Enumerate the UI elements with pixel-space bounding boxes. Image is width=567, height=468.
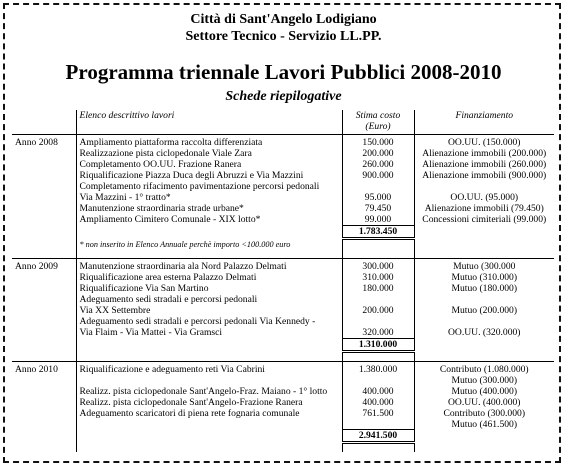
funding-header: Finanziamento: [414, 110, 554, 135]
year-header: [12, 110, 76, 135]
work-description: Via Flaim - Via Mattei - Via Gramsci: [79, 326, 223, 338]
cost-header-label: Stima costo: [355, 110, 401, 121]
table-row: [12, 135, 554, 149]
funding-value: Mutuo (300.000: [414, 258, 554, 272]
cost-value: [342, 351, 414, 361]
table-row: [12, 272, 554, 283]
funding-value: Mutuo (300.000): [451, 374, 518, 386]
cost-value: 150.000: [342, 135, 414, 149]
funding-value: Contributo (1.080.000): [414, 361, 554, 375]
year-cell: [12, 192, 76, 203]
cost-value: [342, 419, 414, 430]
work-description: Riqualificazione Via San Martino: [79, 282, 209, 294]
year-cell: [12, 250, 76, 259]
funding-value: [414, 430, 554, 443]
funding-value: [414, 294, 554, 305]
funding-value: Mutuo (200.000): [451, 304, 518, 316]
cost-value: 200.000: [342, 305, 414, 316]
funding-value: [414, 239, 554, 250]
year-cell: [12, 419, 76, 430]
cost-value: 400.000: [342, 397, 414, 408]
work-description: Manutenzione straordinaria ala Nord Palazzo Delmati: [76, 258, 342, 272]
work-description: [76, 250, 342, 259]
work-description: Riqualificazione area esterna Palazzo Delmati: [79, 271, 257, 283]
year-cell: [12, 430, 76, 443]
year-cell: [12, 239, 76, 250]
work-description: Adeguamento sedi stradali e percorsi pedonali: [79, 293, 258, 305]
cost-value: [342, 443, 414, 453]
work-description: Completamento OO.UU. Frazione Ranera: [79, 159, 242, 170]
table-row: [12, 361, 554, 375]
funding-value: Mutuo (461.500): [451, 418, 518, 430]
cost-value: 400.000: [342, 386, 414, 397]
funding-value: OO.UU. (320.000): [448, 326, 521, 338]
footnote-row: [12, 239, 554, 250]
table-row: [12, 375, 554, 386]
table-row: [12, 408, 554, 419]
year-cell: [12, 159, 76, 170]
year-cell: [12, 338, 76, 351]
year-cell: [12, 327, 76, 339]
year-cell: [12, 214, 76, 226]
total-row: [12, 430, 554, 443]
funding-value: [414, 181, 554, 192]
year-cell: [12, 316, 76, 327]
table-row: [12, 181, 554, 192]
cost-value: [342, 250, 414, 259]
table-row: [12, 148, 554, 159]
works-table: [12, 110, 554, 452]
funding-value: Mutuo (180.000): [451, 282, 518, 294]
table-row: [12, 214, 554, 226]
table-row: [12, 258, 554, 272]
year-cell: [12, 408, 76, 419]
year-cell: [12, 181, 76, 192]
sector-name: Settore Tecnico - Servizio LL.PP.: [185, 29, 382, 44]
table-row: [12, 397, 554, 408]
funding-value: [414, 250, 554, 259]
funding-value: [414, 351, 554, 361]
work-description: Completamento rifacimento pavimentazione percorsi pedonali: [79, 181, 320, 192]
page-title: Programma triennale Lavori Pubblici 2008-2010: [65, 60, 502, 84]
year-cell: [12, 203, 76, 214]
cost-value: [342, 316, 414, 327]
work-description: [76, 375, 342, 386]
cost-value: 300.000: [342, 258, 414, 272]
total-row: [12, 338, 554, 351]
cost-value: [342, 181, 414, 192]
work-description: Riqualificazione e adeguamento reti Via Cabrini: [76, 361, 342, 375]
table-row: [12, 305, 554, 316]
year-cell: [12, 375, 76, 386]
work-description: Ampliamento piattaforma raccolta differenziata: [79, 137, 263, 148]
year-cell: [12, 294, 76, 305]
funding-value: [414, 316, 554, 327]
year-cell: [12, 386, 76, 397]
spacer-row: [12, 250, 554, 259]
year-cell: [12, 226, 76, 239]
table-row: [12, 294, 554, 305]
funding-value: Alienazione immobili (260.000): [422, 159, 547, 170]
work-description: Adeguamento scaricatori di piena rete fognaria comunale: [79, 407, 300, 419]
year-cell: [12, 170, 76, 181]
table-row: [12, 192, 554, 203]
work-description: Via Mazzini - 1° tratto*: [79, 192, 171, 203]
year-cell: [12, 272, 76, 283]
funding-value: Mutuo (310.000): [451, 271, 518, 283]
table-row: [12, 170, 554, 181]
cost-value: 310.000: [342, 272, 414, 283]
total-label: [76, 430, 342, 443]
year-cell: Anno 2009: [12, 258, 76, 272]
works-header: Elenco descrittivo lavori: [76, 110, 342, 135]
funding-value: Alienazione immobili (200.000): [422, 148, 547, 159]
table-row: [12, 419, 554, 430]
cost-value: [342, 239, 414, 250]
cost-value: 79.450: [342, 203, 414, 214]
cost-value: 180.000: [342, 283, 414, 294]
cost-value: [342, 375, 414, 386]
cost-value: 1.380.000: [342, 361, 414, 375]
spacer-row: [12, 443, 554, 453]
cost-value: 200.000: [342, 148, 414, 159]
table-header-row: [12, 110, 554, 135]
year-cell: [12, 397, 76, 408]
total-row: [12, 226, 554, 239]
year-cell: [12, 351, 76, 361]
year-total: 1.783.450: [342, 226, 414, 239]
work-description: Realizz. pista ciclopedonale Sant'Angelo-Fraz. Maiano - 1° lotto: [79, 385, 328, 397]
funding-value: OO.UU. (95.000): [450, 192, 519, 203]
work-description: [76, 419, 342, 430]
footnote: * non inserito in Elenco Annuale perchè importo <100.000 euro: [79, 239, 291, 249]
work-description: Via XX Settembre: [79, 304, 151, 316]
funding-value: [414, 443, 554, 453]
funding-value: Alienazione immobili (79.450): [424, 203, 544, 214]
total-label: [76, 226, 342, 239]
funding-value: OO.UU. (400.000): [448, 396, 521, 408]
cost-value: [342, 294, 414, 305]
work-description: Realizzazione pista ciclopedonale Viale Zara: [79, 148, 252, 159]
year-total: 1.310.000: [342, 338, 414, 351]
funding-value: [414, 338, 554, 351]
year-cell: [12, 443, 76, 453]
table-row: [12, 159, 554, 170]
cost-value: 761.500: [342, 408, 414, 419]
funding-value: OO.UU. (150.000): [448, 137, 521, 148]
total-label: [76, 338, 342, 351]
work-description: Adeguamento sedi stradali e percorsi pedonali Via Kennedy -: [79, 315, 316, 327]
funding-value: Mutuo (400.000): [451, 385, 518, 397]
cost-header: [342, 110, 414, 135]
page-subtitle: Schede riepilogative: [225, 89, 342, 104]
table-row: [12, 386, 554, 397]
work-description: Riqualificazione Piazza Duca degli Abruzzi e Via Mazzini: [79, 170, 304, 181]
table-row: [12, 283, 554, 294]
year-cell: Anno 2008: [12, 135, 76, 149]
work-description: [76, 351, 342, 361]
work-description: Ampliamento Cimitero Comunale - XIX lotto*: [79, 214, 261, 225]
funding-value: [414, 226, 554, 239]
cost-value: 260.000: [342, 159, 414, 170]
funding-value: Alienazione immobili (900.000): [422, 170, 547, 181]
year-cell: [12, 148, 76, 159]
spacer-row: [12, 351, 554, 361]
table-row: [12, 316, 554, 327]
city-name: Città di Sant'Angelo Lodigiano: [190, 12, 377, 27]
cost-value: 95.000: [342, 192, 414, 203]
table-body: [12, 135, 554, 453]
year-cell: [12, 305, 76, 316]
cost-header-unit: (Euro): [365, 121, 391, 132]
table-row: [12, 327, 554, 339]
year-cell: [12, 283, 76, 294]
work-description: [76, 443, 342, 453]
cost-value: 99.000: [342, 214, 414, 226]
work-description: Realizz. pista ciclopedonale Sant'Angelo-Frazione Ranera: [79, 396, 303, 408]
funding-value: Concessioni cimiteriali (99.000): [422, 214, 547, 225]
cost-value: 320.000: [342, 327, 414, 339]
work-description: Manutenzione straordinaria strade urbane*: [79, 203, 244, 214]
table-row: [12, 203, 554, 214]
year-total: 2.941.500: [342, 430, 414, 443]
year-cell: Anno 2010: [12, 361, 76, 375]
funding-value: Contributo (300.000): [443, 407, 526, 419]
cost-value: 900.000: [342, 170, 414, 181]
